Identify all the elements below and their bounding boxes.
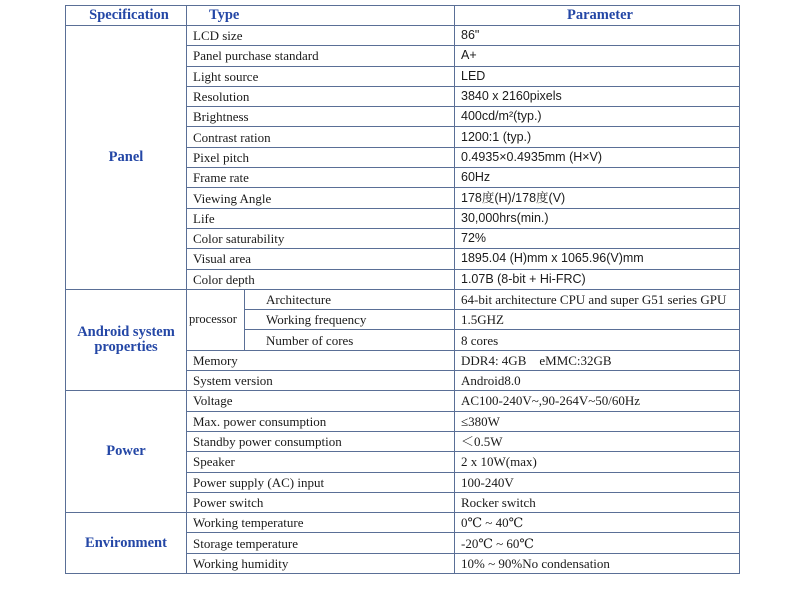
value-cell: AC100-240V~,90-264V~50/60Hz — [455, 391, 740, 411]
type-cell: Brightness — [187, 107, 455, 127]
type-cell: Power supply (AC) input — [187, 472, 455, 492]
parameter-header: Parameter — [455, 6, 740, 26]
table-row — [66, 26, 740, 46]
value-cell: LED — [455, 66, 740, 86]
type-cell: Speaker — [187, 452, 455, 472]
type-cell: Number of cores — [245, 330, 455, 350]
value-cell: A+ — [455, 46, 740, 66]
value-cell: 2 x 10W(max) — [455, 452, 740, 472]
specification-header: Specification — [66, 6, 187, 26]
specification-table — [65, 5, 740, 574]
type-cell: Voltage — [187, 391, 455, 411]
type-header: Type — [187, 6, 455, 26]
value-cell: 0℃ ~ 40℃ — [455, 513, 740, 533]
type-cell: Color saturability — [187, 228, 455, 248]
value-cell: 30,000hrs(min.) — [455, 208, 740, 228]
processor-label: processor — [187, 289, 245, 350]
section-power: Power — [66, 391, 187, 513]
section-android: Android system properties — [66, 289, 187, 390]
value-cell: -20℃ ~ 60℃ — [455, 533, 740, 553]
value-cell: 8 cores — [455, 330, 740, 350]
value-cell: ＜0.5W — [455, 431, 740, 451]
value-cell: 86" — [455, 26, 740, 46]
type-cell: Contrast ration — [187, 127, 455, 147]
value-cell: DDR4: 4GB eMMC:32GB — [455, 350, 740, 370]
type-cell: Visual area — [187, 249, 455, 269]
type-cell: System version — [187, 371, 455, 391]
header-row — [66, 6, 740, 26]
value-cell: 64-bit architecture CPU and super G51 series GPU — [455, 289, 740, 309]
table-row — [66, 289, 740, 309]
value-cell: 10% ~ 90%No condensation — [455, 553, 740, 573]
value-cell: Android8.0 — [455, 371, 740, 391]
type-cell: Frame rate — [187, 168, 455, 188]
value-cell: 0.4935×0.4935mm (H×V) — [455, 147, 740, 167]
table-row — [66, 513, 740, 533]
type-cell: Standby power consumption — [187, 431, 455, 451]
value-cell: 100-240V — [455, 472, 740, 492]
value-cell: 72% — [455, 228, 740, 248]
value-cell: 400cd/m²(typ.) — [455, 107, 740, 127]
type-cell: Working temperature — [187, 513, 455, 533]
section-environment: Environment — [66, 513, 187, 574]
type-cell: Pixel pitch — [187, 147, 455, 167]
type-cell: Panel purchase standard — [187, 46, 455, 66]
value-cell: 178度(H)/178度(V) — [455, 188, 740, 208]
section-panel: Panel — [66, 26, 187, 290]
type-cell: Light source — [187, 66, 455, 86]
value-cell: 1895.04 (H)mm x 1065.96(V)mm — [455, 249, 740, 269]
type-cell: Viewing Angle — [187, 188, 455, 208]
type-cell: Working humidity — [187, 553, 455, 573]
value-cell: 1.5GHZ — [455, 310, 740, 330]
type-cell: Working frequency — [245, 310, 455, 330]
value-cell: ≤380W — [455, 411, 740, 431]
type-cell: Power switch — [187, 492, 455, 512]
value-cell: 1.07B (8-bit + Hi-FRC) — [455, 269, 740, 289]
type-cell: Color depth — [187, 269, 455, 289]
table-row — [66, 391, 740, 411]
type-cell: Resolution — [187, 86, 455, 106]
type-cell: Max. power consumption — [187, 411, 455, 431]
value-cell: Rocker switch — [455, 492, 740, 512]
type-cell: Architecture — [245, 289, 455, 309]
value-cell: 3840 x 2160pixels — [455, 86, 740, 106]
type-cell: Life — [187, 208, 455, 228]
type-cell: Memory — [187, 350, 455, 370]
type-cell: LCD size — [187, 26, 455, 46]
type-cell: Storage temperature — [187, 533, 455, 553]
value-cell: 1200:1 (typ.) — [455, 127, 740, 147]
value-cell: 60Hz — [455, 168, 740, 188]
